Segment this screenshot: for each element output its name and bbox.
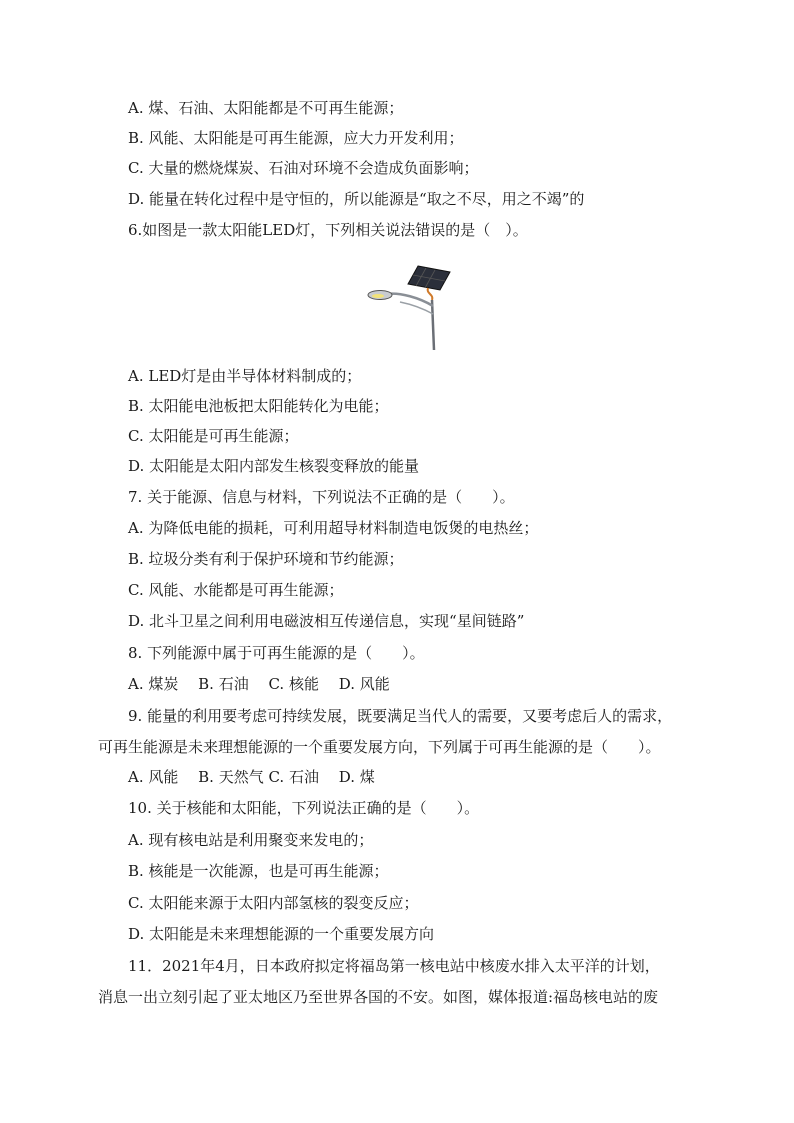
q5-option-d: D. 能量在转化过程中是守恒的，所以能源是“取之不尽，用之不竭”的: [128, 190, 585, 208]
q7-stem: 7. 关于能源、信息与材料，下列说法不正确的是（ ）。: [128, 488, 515, 506]
q10-option-c: C. 太阳能来源于太阳内部氢核的裂变反应；: [128, 894, 419, 912]
q7-option-a: A. 为降低电能的损耗，可利用超导材料制造电饭煲的电热丝；: [128, 519, 539, 537]
q5-option-a: A. 煤、石油、太阳能都是不可再生能源；: [128, 99, 404, 117]
q10-option-d: D. 太阳能是未来理想能源的一个重要发展方向: [128, 925, 435, 943]
q9-options: A. 风能 B. 天然气 C. 石油 D. 煤: [128, 768, 375, 786]
q5-option-c: C. 大量的燃烧煤炭、石油对环境不会造成负面影响；: [128, 159, 479, 177]
q9-stem-line1: 9. 能量的利用要考虑可持续发展，既要满足当代人的需要，又要考虑后人的需求，: [128, 707, 673, 725]
q7-option-b: B. 垃圾分类有利于保护环境和节约能源；: [128, 550, 404, 568]
q7-option-d: D. 北斗卫星之间利用电磁波相互传递信息，实现“星间链路”: [128, 612, 525, 630]
q10-option-b: B. 核能是一次能源，也是可再生能源；: [128, 862, 389, 880]
q6-option-a: A. LED灯是由半导体材料制成的；: [128, 367, 362, 385]
q8-options: A. 煤炭 B. 石油 C. 核能 D. 风能: [128, 675, 390, 693]
solar-led-streetlamp-image: [360, 262, 460, 352]
q6-stem: 6.如图是一款太阳能LED灯，下列相关说法错误的是（ ）。: [128, 221, 528, 239]
q11-stem-line1: 11．2021年4月，日本政府拟定将福岛第一核电站中核废水排入太平洋的计划，: [128, 957, 660, 975]
q10-stem: 10. 关于核能和太阳能，下列说法正确的是（ ）。: [128, 799, 480, 817]
q6-option-d: D. 太阳能是太阳内部发生核裂变释放的能量: [128, 457, 420, 475]
q6-option-b: B. 太阳能电池板把太阳能转化为电能；: [128, 397, 389, 415]
q8-stem: 8. 下列能源中属于可再生能源的是（ ）。: [128, 644, 425, 662]
q6-option-c: C. 太阳能是可再生能源；: [128, 427, 299, 445]
q11-stem-line2: 消息一出立刻引起了亚太地区乃至世界各国的不安。如图，媒体报道:福岛核电站的废: [98, 988, 659, 1006]
q9-stem-line2: 可再生能源是未来理想能源的一个重要发展方向，下列属于可再生能源的是（ ）。: [98, 738, 661, 756]
q10-option-a: A. 现有核电站是利用聚变来发电的；: [128, 831, 374, 849]
q7-option-c: C. 风能、水能都是可再生能源；: [128, 581, 344, 599]
q5-option-b: B. 风能、太阳能是可再生能源，应大力开发利用；: [128, 129, 464, 147]
